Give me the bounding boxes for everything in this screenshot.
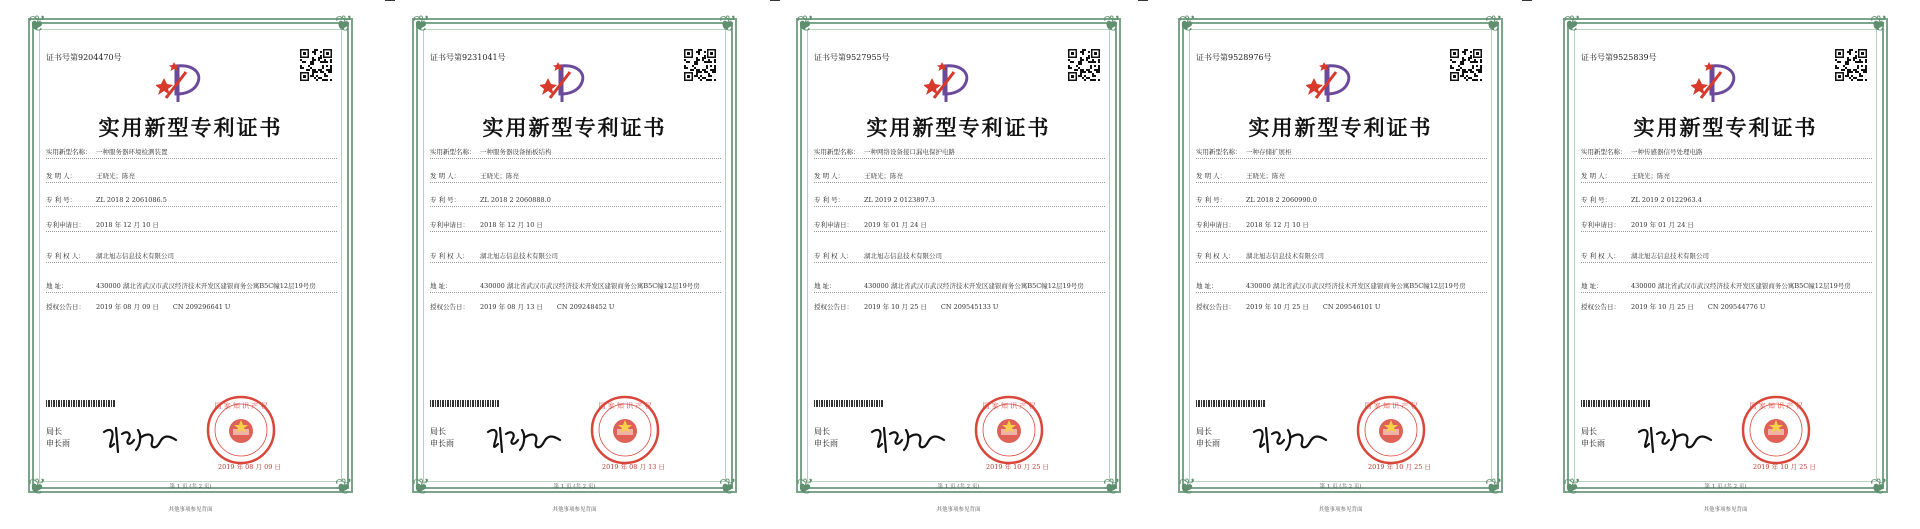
qr-code-icon: [1834, 48, 1868, 82]
separator-mark: [770, 0, 780, 1]
director-title: [1196, 426, 1220, 450]
corner-ornament-icon: ❦: [1102, 475, 1121, 500]
inventor-value: 王晓光；陈亮: [1246, 172, 1285, 180]
grant-date-value: 2019 年 10 月 25 日: [1246, 303, 1309, 311]
patent-certificate: [786, 10, 1131, 515]
inventor-value: 王晓光；陈亮: [864, 172, 903, 180]
seal-date: 2019 年 08 月 09 日: [218, 463, 281, 471]
address-label: 地 址：: [1196, 282, 1218, 290]
patent-holder-label: 专 利 权 人：: [46, 252, 85, 260]
director-label: 局长: [1581, 427, 1597, 436]
corner-ornament-icon: ❦: [1178, 475, 1197, 500]
patent-certificate: [1553, 10, 1898, 515]
patent-holder-label: 专 利 权 人：: [430, 252, 469, 260]
director-name: 申长雨: [1581, 439, 1605, 448]
corner-ornament-icon: ❦: [1178, 12, 1197, 37]
utility-model-name-row: [814, 147, 1105, 156]
field-divider: [430, 262, 721, 263]
field-divider: [1581, 231, 1872, 232]
corner-ornament-icon: ❦: [1869, 475, 1888, 500]
address-row: [1196, 281, 1487, 290]
corner-ornament-icon: ❦: [796, 475, 815, 500]
barcode-icon: [814, 400, 884, 407]
address-label: 地 址：: [430, 282, 452, 290]
utility-model-name-label: 实用新型名称：: [1196, 148, 1242, 156]
director-label: 局长: [1196, 427, 1212, 436]
svg-text:国 家 知 识 产 权: 国 家 知 识 产 权: [1749, 402, 1803, 410]
patent-holder-row: [430, 251, 721, 260]
utility-model-name-row: [46, 147, 337, 156]
grant-date-row: [1581, 302, 1872, 311]
corner-ornament-icon: ❦: [1484, 475, 1503, 500]
corner-ornament-icon: ❦: [1563, 475, 1582, 500]
inventor-row: [1581, 171, 1872, 180]
inventor-row: [430, 171, 721, 180]
inventor-label: 发 明 人：: [1196, 172, 1227, 180]
address-label: 地 址：: [814, 282, 836, 290]
inventor-value: 王晓光；陈亮: [1631, 172, 1670, 180]
grant-date-value: 2019 年 10 月 25 日: [864, 303, 927, 311]
field-divider: [814, 206, 1105, 207]
footer-note: 其他事项参见背面: [1318, 507, 1363, 513]
address-value: 430000 湖北省武汉市武汉经济技术开发区建银商务公寓B5C幢12层19号房: [1246, 282, 1466, 290]
qr-code-icon: [299, 48, 333, 82]
address-row: [46, 281, 337, 290]
application-date-label: 专利申请日：: [1196, 221, 1235, 229]
director-label: 局长: [46, 427, 62, 436]
svg-text:国 家 知 识 产 权: 国 家 知 识 产 权: [214, 402, 268, 410]
grant-publication-number: CN 209546101 U: [1322, 303, 1381, 311]
patent-certificate: [402, 10, 747, 515]
patent-holder-row: [1196, 251, 1487, 260]
page-indicator: 第 1 页 (共 2 页): [169, 484, 212, 490]
corner-ornament-icon: ❦: [412, 12, 431, 37]
official-seal-icon: [590, 395, 660, 465]
director-signature-icon: [868, 422, 948, 456]
application-date-row: [46, 220, 337, 229]
separator-mark: [1522, 0, 1532, 1]
corner-ornament-icon: ❦: [412, 475, 431, 500]
patent-holder-row: [814, 251, 1105, 260]
director-name: 申长雨: [814, 439, 838, 448]
utility-model-name-value: 一种传感器信号处理电路: [1631, 148, 1703, 156]
patent-number-label: 专 利 号：: [46, 196, 77, 204]
grant-publication-number: CN 209248452 U: [556, 303, 615, 311]
utility-model-name-value: 一种服务器环境检测装置: [96, 148, 168, 156]
utility-model-name-row: [1196, 147, 1487, 156]
corner-ornament-icon: ❦: [1869, 12, 1888, 37]
inventor-row: [46, 171, 337, 180]
grant-date-row: [46, 302, 337, 311]
sipo-logo-icon: [1691, 58, 1747, 102]
page-indicator: 第 1 页 (共 2 页): [937, 484, 980, 490]
certificate-title: 实用新型专利证书: [98, 115, 283, 140]
field-divider: [46, 182, 337, 183]
application-date-row: [430, 220, 721, 229]
grant-date-row: [430, 302, 721, 311]
utility-model-name-row: [1581, 147, 1872, 156]
separator-mark: [1138, 0, 1148, 1]
application-date-label: 专利申请日：: [430, 221, 469, 229]
application-date-value: 2018 年 12 月 10 日: [480, 221, 543, 229]
grant-date-row: [814, 302, 1105, 311]
field-divider: [1581, 182, 1872, 183]
address-row: [814, 281, 1105, 290]
patent-number-row: [1196, 195, 1487, 204]
seal-date: 2019 年 08 月 13 日: [602, 463, 665, 471]
utility-model-name-label: 实用新型名称：: [46, 148, 92, 156]
application-date-label: 专利申请日：: [46, 221, 85, 229]
director-name: 申长雨: [430, 439, 454, 448]
director-label: 局长: [430, 427, 446, 436]
field-divider: [430, 292, 721, 293]
grant-date-label: 授权公告日：: [814, 303, 853, 311]
address-label: 地 址：: [1581, 282, 1603, 290]
application-date-label: 专利申请日：: [1581, 221, 1620, 229]
inventor-value: 王晓光；陈亮: [96, 172, 135, 180]
patent-number-value: ZL 2019 2 0122963.4: [1631, 196, 1702, 204]
utility-model-name-row: [430, 147, 721, 156]
patent-holder-row: [46, 251, 337, 260]
address-value: 430000 湖北省武汉市武汉经济技术开发区建银商务公寓B5C幢12层19号房: [96, 282, 316, 290]
field-divider: [46, 158, 337, 159]
patent-holder-label: 专 利 权 人：: [1581, 252, 1620, 260]
certificate-number: 证书号第9525839号: [1581, 53, 1657, 62]
field-divider: [1196, 182, 1487, 183]
official-seal-icon: [206, 395, 276, 465]
certificate-title: 实用新型专利证书: [1248, 115, 1433, 140]
patent-number-label: 专 利 号：: [1581, 196, 1612, 204]
address-value: 430000 湖北省武汉市武汉经济技术开发区建银商务公寓B5C幢12层19号房: [1631, 282, 1851, 290]
grant-date-label: 授权公告日：: [430, 303, 469, 311]
field-divider: [46, 231, 337, 232]
utility-model-name-label: 实用新型名称：: [1581, 148, 1627, 156]
patent-number-value: ZL 2018 2 2060888.0: [480, 196, 551, 204]
qr-code-icon: [683, 48, 717, 82]
grant-date-value: 2019 年 08 月 09 日: [96, 303, 159, 311]
grant-date-value: 2019 年 10 月 25 日: [1631, 303, 1694, 311]
sipo-logo-icon: [540, 58, 596, 102]
field-divider: [1196, 231, 1487, 232]
seal-date: 2019 年 10 月 25 日: [1753, 463, 1816, 471]
field-divider: [1196, 158, 1487, 159]
svg-text:国 家 知 识 产 权: 国 家 知 识 产 权: [598, 402, 652, 410]
field-divider: [814, 262, 1105, 263]
patent-number-row: [814, 195, 1105, 204]
field-divider: [814, 292, 1105, 293]
grant-publication-number: CN 209545133 U: [940, 303, 999, 311]
page-indicator: 第 1 页 (共 2 页): [553, 484, 596, 490]
svg-text:国 家 知 识 产 权: 国 家 知 识 产 权: [1364, 402, 1418, 410]
field-divider: [1581, 262, 1872, 263]
field-divider: [46, 292, 337, 293]
field-divider: [430, 182, 721, 183]
patent-number-row: [430, 195, 721, 204]
patent-number-row: [1581, 195, 1872, 204]
sipo-logo-icon: [924, 58, 980, 102]
patent-certificate: [18, 10, 363, 515]
certificate-number: 证书号第9204470号: [46, 53, 122, 62]
patent-holder-value: 湖北旭志信息技术有限公司: [96, 252, 174, 260]
corner-ornament-icon: ❦: [718, 12, 737, 37]
patent-holder-row: [1581, 251, 1872, 260]
director-signature-icon: [1250, 422, 1330, 456]
field-divider: [430, 231, 721, 232]
certificate-number: 证书号第9527955号: [814, 53, 890, 62]
certificate-number: 证书号第9528976号: [1196, 53, 1272, 62]
patent-holder-label: 专 利 权 人：: [814, 252, 853, 260]
field-divider: [814, 231, 1105, 232]
corner-ornament-icon: ❦: [718, 475, 737, 500]
field-divider: [1581, 292, 1872, 293]
field-divider: [814, 182, 1105, 183]
director-signature-icon: [484, 422, 564, 456]
inventor-row: [814, 171, 1105, 180]
application-date-value: 2019 年 01 月 24 日: [1631, 221, 1694, 229]
patent-holder-value: 湖北旭志信息技术有限公司: [864, 252, 942, 260]
separator-mark: [385, 0, 395, 1]
barcode-icon: [1196, 400, 1266, 407]
application-date-row: [1196, 220, 1487, 229]
corner-ornament-icon: ❦: [1484, 12, 1503, 37]
director-name: 申长雨: [46, 439, 70, 448]
barcode-icon: [430, 400, 500, 407]
corner-ornament-icon: ❦: [28, 12, 47, 37]
grant-date-value: 2019 年 08 月 13 日: [480, 303, 543, 311]
utility-model-name-label: 实用新型名称：: [814, 148, 860, 156]
application-date-row: [1581, 220, 1872, 229]
inventor-label: 发 明 人：: [46, 172, 77, 180]
svg-text:国 家 知 识 产 权: 国 家 知 识 产 权: [982, 402, 1036, 410]
address-value: 430000 湖北省武汉市武汉经济技术开发区建银商务公寓B5C幢12层19号房: [864, 282, 1084, 290]
inventor-label: 发 明 人：: [430, 172, 461, 180]
patent-number-value: ZL 2019 2 0123897.3: [864, 196, 935, 204]
footer-note: 其他事项参见背面: [1703, 507, 1748, 513]
address-row: [430, 281, 721, 290]
field-divider: [1581, 206, 1872, 207]
application-date-value: 2019 年 01 月 24 日: [864, 221, 927, 229]
field-divider: [1196, 292, 1487, 293]
director-name: 申长雨: [1196, 439, 1220, 448]
patent-holder-label: 专 利 权 人：: [1196, 252, 1235, 260]
grant-date-label: 授权公告日：: [1196, 303, 1235, 311]
grant-date-label: 授权公告日：: [1581, 303, 1620, 311]
grant-date-row: [1196, 302, 1487, 311]
page-indicator: 第 1 页 (共 2 页): [1319, 484, 1362, 490]
grant-publication-number: CN 209544776 U: [1707, 303, 1766, 311]
address-label: 地 址：: [46, 282, 68, 290]
corner-ornament-icon: ❦: [334, 475, 353, 500]
seal-date: 2019 年 10 月 25 日: [986, 463, 1049, 471]
official-seal-icon: [1356, 395, 1426, 465]
certificate-title: 实用新型专利证书: [482, 115, 667, 140]
qr-code-icon: [1067, 48, 1101, 82]
application-date-label: 专利申请日：: [814, 221, 853, 229]
patent-number-row: [46, 195, 337, 204]
field-divider: [1196, 262, 1487, 263]
patent-number-label: 专 利 号：: [1196, 196, 1227, 204]
inventor-label: 发 明 人：: [814, 172, 845, 180]
director-signature-icon: [100, 422, 180, 456]
application-date-value: 2018 年 12 月 10 日: [96, 221, 159, 229]
qr-code-icon: [1449, 48, 1483, 82]
patent-number-label: 专 利 号：: [430, 196, 461, 204]
director-title: [1581, 426, 1605, 450]
patent-holder-value: 湖北旭志信息技术有限公司: [1246, 252, 1324, 260]
field-divider: [430, 206, 721, 207]
corner-ornament-icon: ❦: [1102, 12, 1121, 37]
patent-holder-value: 湖北旭志信息技术有限公司: [1631, 252, 1709, 260]
certificate-number: 证书号第9231041号: [430, 53, 506, 62]
inventor-row: [1196, 171, 1487, 180]
field-divider: [1581, 158, 1872, 159]
certificate-title: 实用新型专利证书: [1633, 115, 1818, 140]
field-divider: [814, 158, 1105, 159]
utility-model-name-value: 一种服务器设备插板结构: [480, 148, 552, 156]
footer-note: 其他事项参见背面: [936, 507, 981, 513]
patent-number-label: 专 利 号：: [814, 196, 845, 204]
utility-model-name-value: 一种网络设备接口漏电保护电路: [864, 148, 955, 156]
field-divider: [46, 206, 337, 207]
inventor-label: 发 明 人：: [1581, 172, 1612, 180]
field-divider: [1196, 206, 1487, 207]
corner-ornament-icon: ❦: [1563, 12, 1582, 37]
footer-note: 其他事项参见背面: [552, 507, 597, 513]
official-seal-icon: [974, 395, 1044, 465]
barcode-icon: [46, 400, 116, 407]
seal-date: 2019 年 10 月 25 日: [1368, 463, 1431, 471]
footer-note: 其他事项参见背面: [168, 507, 213, 513]
barcode-icon: [1581, 400, 1651, 407]
director-signature-icon: [1635, 422, 1715, 456]
inventor-value: 王晓光；陈亮: [480, 172, 519, 180]
utility-model-name-label: 实用新型名称：: [430, 148, 476, 156]
utility-model-name-value: 一种存储扩展柜: [1246, 148, 1292, 156]
field-divider: [46, 262, 337, 263]
patent-holder-value: 湖北旭志信息技术有限公司: [480, 252, 558, 260]
address-value: 430000 湖北省武汉市武汉经济技术开发区建银商务公寓B5C幢12层19号房: [480, 282, 700, 290]
director-title: [430, 426, 454, 450]
patent-certificate: [1168, 10, 1513, 515]
certificate-title: 实用新型专利证书: [866, 115, 1051, 140]
address-row: [1581, 281, 1872, 290]
field-divider: [430, 158, 721, 159]
patent-number-value: ZL 2018 2 2061086.5: [96, 196, 167, 204]
grant-publication-number: CN 209296641 U: [172, 303, 231, 311]
sipo-logo-icon: [1306, 58, 1362, 102]
director-title: [46, 426, 70, 450]
page-indicator: 第 1 页 (共 2 页): [1704, 484, 1747, 490]
patent-number-value: ZL 2018 2 2060990.0: [1246, 196, 1317, 204]
corner-ornament-icon: ❦: [334, 12, 353, 37]
corner-ornament-icon: ❦: [796, 12, 815, 37]
official-seal-icon: [1741, 395, 1811, 465]
application-date-value: 2018 年 12 月 10 日: [1246, 221, 1309, 229]
sipo-logo-icon: [156, 58, 212, 102]
grant-date-label: 授权公告日：: [46, 303, 85, 311]
corner-ornament-icon: ❦: [28, 475, 47, 500]
application-date-row: [814, 220, 1105, 229]
director-title: [814, 426, 838, 450]
director-label: 局长: [814, 427, 830, 436]
